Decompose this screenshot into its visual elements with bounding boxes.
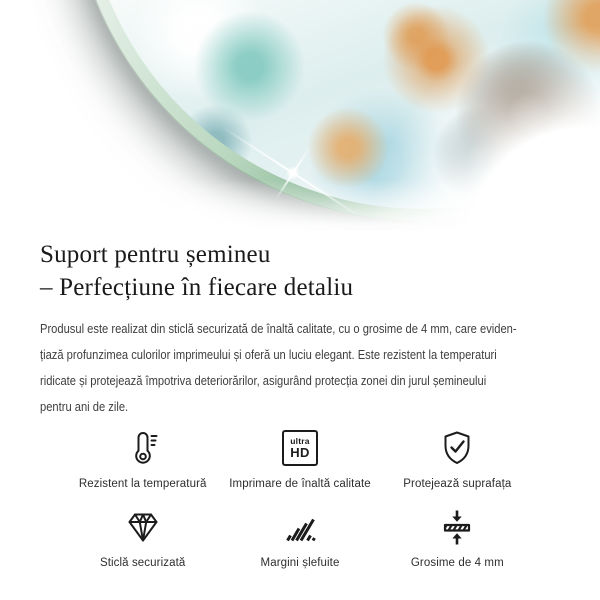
feature-tempered-glass (64, 505, 221, 569)
feature-thickness (379, 505, 536, 569)
description-line: țiază profunzimea culorilor imprimeului și oferă un luciu elegant. Este rezistent la temperaturi (40, 348, 497, 362)
title-line-2: – Perfecțiune în fiecare detaliu (40, 274, 354, 301)
feature-grid (40, 426, 560, 569)
thermometer-icon (123, 426, 163, 470)
diamond-icon (123, 505, 163, 549)
description-line: Produsul este realizat din sticlă securizată de înaltă calitate, cu o grosime de 4 mm, care eviden- (40, 322, 517, 336)
title-line-1: Suport pentru șemineu (40, 241, 271, 268)
feature-print-quality (221, 426, 378, 490)
feature-polished-edges (221, 505, 378, 569)
feature-label: Margini șlefuite (260, 557, 340, 569)
description-line: pentru ani de zile. (40, 400, 129, 414)
feature-label: Sticlă securizată (99, 557, 186, 569)
glass-panel-image (70, 0, 600, 222)
product-photo (0, 0, 600, 230)
feature-label: Rezistent la temperatură (78, 478, 207, 490)
description-line: ridicate și protejează împotriva deteriorărilor, asigurând protecția zonei din jurul șemineului (40, 374, 487, 388)
polished-edges-icon (280, 505, 320, 549)
product-info (0, 230, 600, 569)
feature-label: Grosime de 4 mm (410, 557, 504, 569)
feature-label: Imprimare de înaltă calitate (229, 478, 371, 490)
page-title (40, 238, 560, 304)
marble-print (83, 0, 600, 209)
feature-surface-protection (379, 426, 536, 490)
shield-check-icon (437, 426, 477, 470)
feature-label: Protejează suprafața (403, 478, 512, 490)
ultra-hd-badge-bottom: HD (290, 445, 310, 460)
compressed-thickness-icon (437, 505, 477, 549)
ultra-hd-icon (282, 426, 318, 470)
ultra-hd-badge-top: ultra (290, 436, 310, 446)
feature-temperature (64, 426, 221, 490)
product-description (40, 316, 565, 420)
